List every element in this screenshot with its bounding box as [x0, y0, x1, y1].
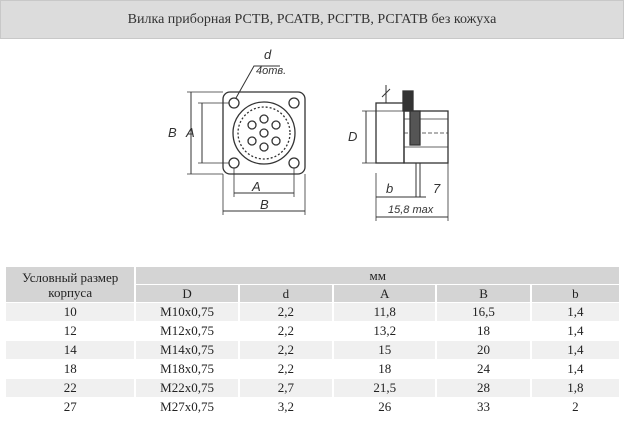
dim-max: 15,8 max: [388, 204, 434, 216]
cell: 2,7: [240, 379, 332, 397]
side-nut: [403, 91, 413, 111]
cell: 2,2: [240, 322, 332, 340]
mount-hole: [229, 158, 239, 168]
contact-pin: [260, 143, 268, 151]
table-row: [6, 322, 619, 340]
cell: 26: [334, 398, 435, 416]
dim-A-vertical: A: [186, 125, 195, 140]
cell: 18: [6, 360, 134, 378]
cell: 11,8: [334, 303, 435, 321]
mount-hole: [289, 98, 299, 108]
col-header: d: [240, 285, 332, 302]
dimensions-table: [4, 266, 621, 417]
cell: M14x0,75: [136, 341, 237, 359]
cell: 1,4: [532, 303, 619, 321]
cell: 22: [6, 379, 134, 397]
col-header: A: [334, 285, 435, 302]
table-row: [6, 341, 619, 359]
cell: 2: [532, 398, 619, 416]
dim-holes: 4отв.: [256, 65, 287, 77]
cell: 27: [6, 398, 134, 416]
cell: 12: [6, 322, 134, 340]
cell: 18: [334, 360, 435, 378]
mount-hole: [229, 98, 239, 108]
col-header: b: [532, 285, 619, 302]
connector-body: [233, 102, 295, 164]
contact-pin: [260, 115, 268, 123]
cell: 13,2: [334, 322, 435, 340]
technical-drawing: [150, 45, 470, 223]
dim-B-vertical: B: [168, 125, 177, 140]
cell: 16,5: [437, 303, 529, 321]
cell: 24: [437, 360, 529, 378]
cell: 20: [437, 341, 529, 359]
dim-B-horizontal: B: [260, 197, 269, 212]
contact-pin: [260, 129, 268, 137]
table-row: [6, 360, 619, 378]
cell: 1,4: [532, 360, 619, 378]
contact-pin: [248, 121, 256, 129]
cell: M22x0,75: [136, 379, 237, 397]
cell: M27x0,75: [136, 398, 237, 416]
side-flange: [376, 103, 404, 163]
cell: 1,4: [532, 341, 619, 359]
dim-A-horizontal: A: [252, 179, 261, 194]
cell: 28: [437, 379, 529, 397]
mount-hole: [289, 158, 299, 168]
table-row: [6, 303, 619, 321]
dim-D: D: [348, 129, 358, 144]
col-header: D: [136, 285, 237, 302]
contact-pin: [248, 137, 256, 145]
dim-d: d: [264, 47, 272, 62]
cell: 1,4: [532, 322, 619, 340]
table-row: [6, 398, 619, 416]
dim-b: b: [386, 181, 394, 196]
cell: 14: [6, 341, 134, 359]
cell: 33: [437, 398, 529, 416]
cell: 2,2: [240, 360, 332, 378]
cell: M10x0,75: [136, 303, 237, 321]
cell: 21,5: [334, 379, 435, 397]
cell: 10: [6, 303, 134, 321]
cell: M12x0,75: [136, 322, 237, 340]
flange-outline: [223, 92, 305, 174]
contact-pin: [272, 137, 280, 145]
col-header: B: [437, 285, 529, 302]
cell: 2,2: [240, 303, 332, 321]
cell: 18: [437, 322, 529, 340]
contact-pin: [272, 121, 280, 129]
cell: 15: [334, 341, 435, 359]
cell: 2,2: [240, 341, 332, 359]
cell: 3,2: [240, 398, 332, 416]
table-row: [6, 379, 619, 397]
header-size: Условный размер корпуса: [6, 267, 134, 302]
cell: 1,8: [532, 379, 619, 397]
header-unit: мм: [136, 267, 619, 284]
cell: M18x0,75: [136, 360, 237, 378]
page-title: Вилка приборная РСТВ, РСАТВ, РСГТВ, РСГАТВ без кожуха: [0, 0, 624, 39]
dim-seven: 7: [433, 181, 441, 196]
